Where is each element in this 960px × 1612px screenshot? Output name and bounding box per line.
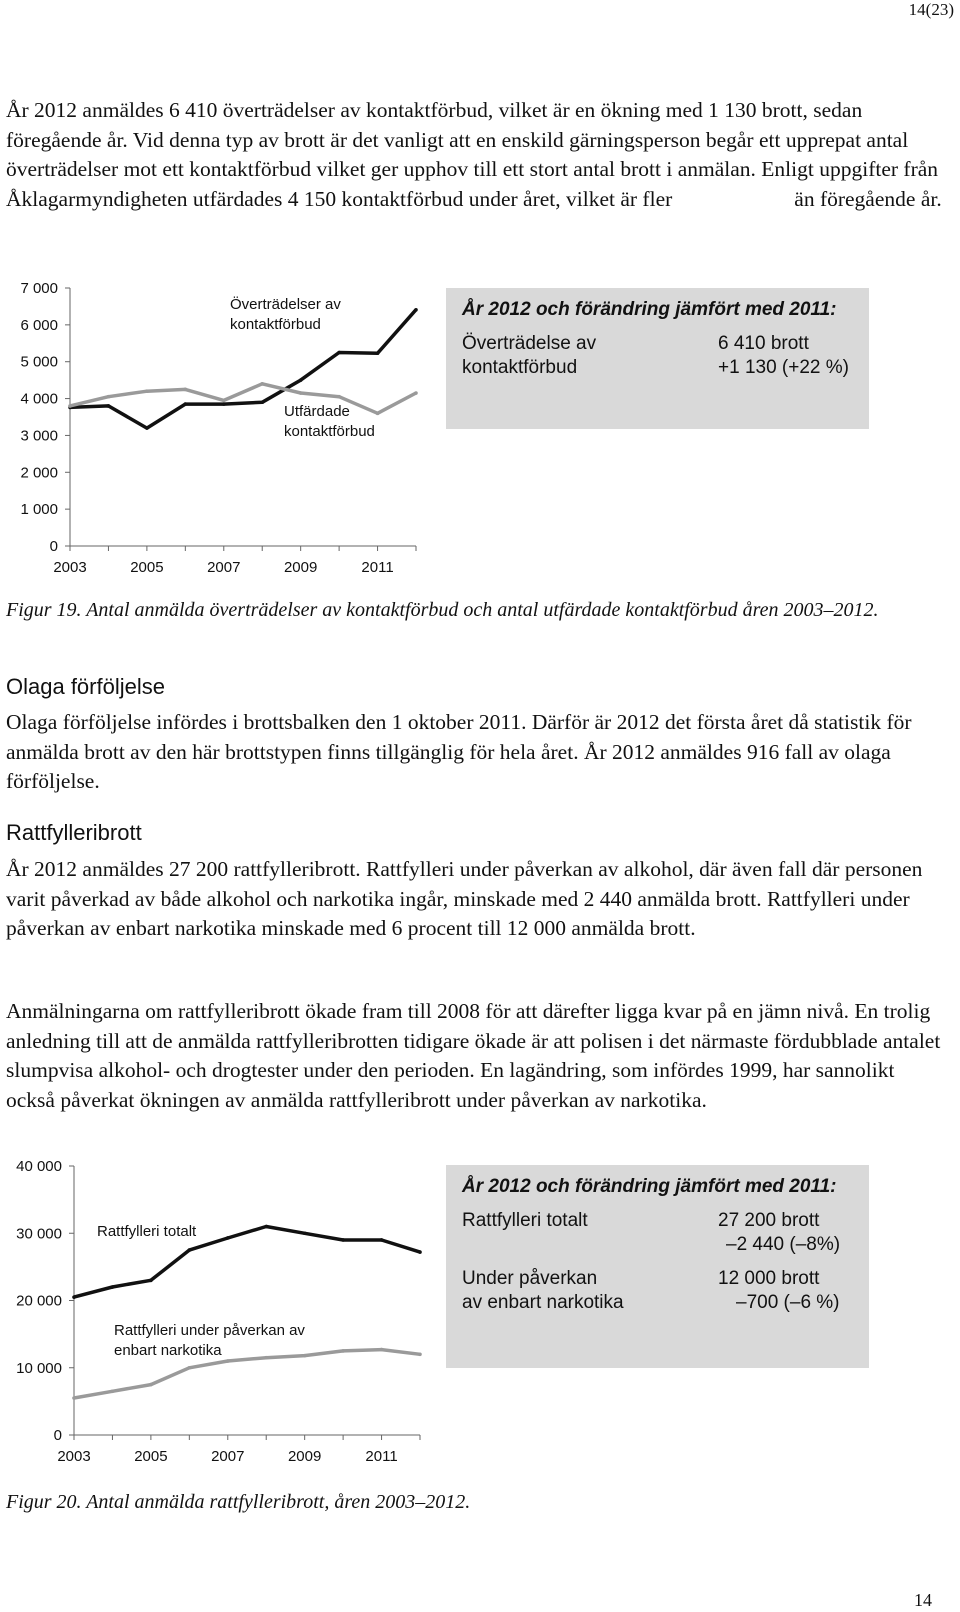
figure-19-chart xyxy=(0,276,440,581)
data-point xyxy=(184,388,188,392)
data-point xyxy=(264,1225,268,1229)
data-point xyxy=(222,402,226,406)
box-label: Överträdelse av xyxy=(462,333,597,354)
data-point xyxy=(376,412,380,416)
paragraph-kontaktforbud xyxy=(6,96,946,214)
data-point xyxy=(299,391,303,395)
box-label: av enbart narkotika xyxy=(462,1292,624,1313)
data-point xyxy=(337,395,341,399)
box-value: +1 130 (+22 %) xyxy=(718,357,849,378)
series-label: Rattfylleri totalt xyxy=(97,1223,197,1240)
data-point xyxy=(380,1348,384,1352)
data-point xyxy=(72,1396,76,1400)
data-point xyxy=(418,1353,422,1357)
y-tick-label: 10 000 xyxy=(16,1359,62,1377)
data-point xyxy=(111,1285,115,1289)
data-point xyxy=(226,1359,230,1363)
x-tick-label: 2009 xyxy=(287,1448,322,1465)
y-tick-label: 4 000 xyxy=(20,390,58,408)
heading-rattfylleribrott: Rattfylleribrott xyxy=(6,820,142,845)
figure-20-box-title: År 2012 och förändring jämfört med 2011: xyxy=(462,1176,837,1197)
data-point xyxy=(260,382,264,386)
x-tick-label: 2011 xyxy=(365,1448,398,1465)
data-point xyxy=(145,389,149,393)
x-tick-label: 2009 xyxy=(283,559,318,576)
y-tick-label: 0 xyxy=(49,538,58,555)
x-tick-label: 2005 xyxy=(134,1448,168,1465)
series-line-2 xyxy=(70,384,416,414)
series-label: Rattfylleri under påverkan av xyxy=(114,1322,305,1339)
data-point xyxy=(107,395,111,399)
data-point xyxy=(376,351,380,355)
data-point xyxy=(418,1250,422,1254)
y-tick-label: 7 000 xyxy=(20,280,58,297)
box-value: –2 440 (–8%) xyxy=(726,1234,841,1255)
figure-20-box-row-1 xyxy=(462,1209,853,1257)
paragraph-kontaktforbud-end: än föregående år. xyxy=(794,186,942,211)
data-point xyxy=(414,308,418,312)
data-point xyxy=(341,1349,345,1353)
y-tick-label: 30 000 xyxy=(16,1225,62,1243)
data-point xyxy=(107,404,111,408)
box-value: –700 (–6 %) xyxy=(736,1292,840,1313)
data-point xyxy=(341,1238,345,1242)
data-point xyxy=(380,1238,384,1242)
box-value: 12 000 brott xyxy=(718,1268,820,1289)
data-point xyxy=(222,399,226,403)
page-number-top: 14(23) xyxy=(908,0,954,19)
x-tick-label: 2005 xyxy=(130,559,164,576)
y-tick-label: 3 000 xyxy=(20,427,58,445)
data-point xyxy=(149,1383,153,1387)
data-point xyxy=(145,426,149,430)
data-point xyxy=(260,400,264,404)
x-tick-label: 2003 xyxy=(57,1448,91,1465)
series-label: Överträdelser av xyxy=(230,296,341,313)
y-tick-label: 40 000 xyxy=(16,1158,62,1175)
box-label: kontaktförbud xyxy=(462,357,578,378)
heading-olaga-forfoljelse: Olaga förföljelse xyxy=(6,674,165,699)
figure-20-caption: Figur 20. Antal anmälda rattfylleribrott, åren 2003–2012. xyxy=(6,1491,471,1513)
x-tick-label: 2003 xyxy=(53,559,87,576)
data-point xyxy=(337,351,341,355)
data-point xyxy=(111,1389,115,1393)
data-point xyxy=(188,1366,192,1370)
data-point xyxy=(303,1354,307,1358)
data-point xyxy=(264,1356,268,1360)
figure-20-chart xyxy=(0,1150,440,1475)
paragraph-rattfylleri-2: Anmälningarna om rattfylleribrott ökade fram till 2008 för att därefter ligga kvar på en jämn nivå. En trolig anledning till att de anmälda rattfylleribrotten tidigare ökade är att polisen i det närmaste fördubblade antalet slumpvisa alkohol- och drogtester under den perioden. En lagändring, som infördes 1999, har sannolikt också påverkat ökningen av anmälda rattfylleribrott under påverkan av narkotika. xyxy=(6,999,941,1112)
series-label: kontaktförbud xyxy=(230,316,321,333)
paragraph-rattfylleri-1: År 2012 anmäldes 27 200 rattfylleribrott. Rattfylleri under påverkan av alkohol, där även fall där personen varit påverkad av både alkohol och narkotika ingår, minskade med 2 440 anmälda brott. Rattfylleri under påverkan av enbart narkotika minskade med 6 procent till 12 000 anmälda brott. xyxy=(6,857,923,940)
data-point xyxy=(226,1236,230,1240)
box-value: 6 410 brott xyxy=(718,333,809,354)
x-tick-label: 2007 xyxy=(211,1448,245,1465)
figure-19-box-title: År 2012 och förändring jämfört med 2011: xyxy=(462,299,837,320)
box-label: Rattfylleri totalt xyxy=(462,1210,588,1231)
page-number-bottom: 14 xyxy=(914,1590,932,1610)
figure-20-infobox xyxy=(446,1165,869,1368)
paragraph-kontaktforbud-main: År 2012 anmäldes 6 410 överträdelser av kontaktförbud, vilket är en ökning med 1 130 brott, sedan föregående år. Vid denna typ av brott är det vanligt att en enskild gärningsperson begår ett upprepat antal överträdelser mot ett kontaktförbud vilket ger upphov till ett stort antal brott i anmälan. Enligt uppgifter från Åklagarmyndigheten utfärdades 4 150 kontaktförbud under året, vilket är fler xyxy=(6,98,939,211)
y-tick-label: 5 000 xyxy=(20,353,58,371)
figure-19-caption: Figur 19. Antal anmälda överträdelser av kontaktförbud och antal utfärdade kontaktförbud åren 2003–2012. xyxy=(6,599,879,621)
data-point xyxy=(149,1279,153,1283)
x-tick-label: 2011 xyxy=(361,559,394,576)
y-tick-label: 1 000 xyxy=(20,501,58,519)
figure-19-box-row xyxy=(462,332,853,380)
series-label: enbart narkotika xyxy=(114,1342,222,1359)
data-point xyxy=(72,1295,76,1299)
figure-19-infobox xyxy=(446,288,869,429)
series-label: Utfärdade xyxy=(284,403,350,420)
data-point xyxy=(68,404,72,408)
data-point xyxy=(184,402,188,406)
figure-20-box-row-2 xyxy=(462,1267,853,1315)
data-point xyxy=(299,378,303,382)
y-tick-label: 2 000 xyxy=(20,464,58,482)
paragraph-olaga-forfoljelse: Olaga förföljelse infördes i brottsbalken den 1 oktober 2011. Därför är 2012 det första året då statistik för anmälda brott av den här brottstypen finns tillgänglig för hela året. År 2012 anmäldes 916 fall av olaga förföljelse. xyxy=(6,710,912,793)
series-label: kontaktförbud xyxy=(284,423,375,440)
y-tick-label: 20 000 xyxy=(16,1292,62,1310)
data-point xyxy=(414,391,418,395)
y-tick-label: 0 xyxy=(53,1427,62,1444)
data-point xyxy=(188,1248,192,1252)
data-point xyxy=(303,1231,307,1235)
box-value: 27 200 brott xyxy=(718,1210,820,1231)
box-label: Under påverkan xyxy=(462,1268,598,1289)
y-tick-label: 6 000 xyxy=(20,316,58,334)
x-tick-label: 2007 xyxy=(207,559,241,576)
